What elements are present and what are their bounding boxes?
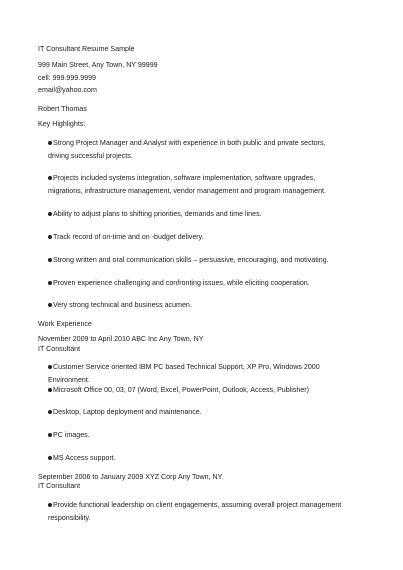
job-bullet: MS Access support.	[48, 452, 348, 465]
candidate-name: Robert Thomas	[38, 105, 87, 113]
bullet-icon	[48, 410, 52, 414]
job-bullet: Provide functional leadership on client engagements, assuming overall project management responsibility.	[48, 501, 342, 522]
highlight-item: Proven experience challenging and confronting issues, while eliciting cooperation.	[48, 277, 348, 290]
bullet-icon	[48, 258, 52, 262]
bullet-icon	[48, 303, 52, 307]
job-bullet: PC images.	[48, 429, 348, 442]
bullet-icon	[48, 176, 52, 180]
highlight-item: Strong written and oral communication skills – persuasive, encouraging, and motivating.	[48, 254, 348, 267]
highlight-item: Ability to adjust plans to shifting priorities, demands and time lines.	[48, 208, 348, 221]
document-title: IT Consultant Resume Sample	[38, 45, 135, 53]
bullet-icon	[48, 365, 52, 369]
job-period: September 2006 to January 2009 XYZ Corp Any Town, NY	[38, 473, 223, 481]
highlight-item: Strong Project Manager and Analyst with experience in both public and private sectors, driving successful projects.	[48, 139, 326, 160]
bullet-icon	[48, 388, 52, 392]
highlight-item: Very strong technical and business acumen.	[48, 299, 348, 312]
bullet-icon	[48, 212, 52, 216]
cell-line: cell: 999.999.9999	[38, 74, 96, 82]
job-bullet: Customer Service oriented IBM PC based Technical Support, XP Pro, Windows 2000 Environment.	[48, 363, 320, 384]
bullet-icon	[48, 503, 52, 507]
job-role: IT Consultant	[38, 482, 81, 490]
highlight-item: Track record of on-time and on -budget delivery.	[48, 231, 348, 244]
bullet-icon	[48, 433, 52, 437]
highlight-item: Projects included systems integration, software implementation, software upgrades, migrations, infrastructure management, vendor management and program management.	[48, 174, 326, 195]
highlights-heading: Key Highlights:	[38, 120, 86, 128]
job-role: IT Consultant	[38, 345, 81, 353]
bullet-icon	[48, 141, 52, 145]
job-bullet: Desktop, Laptop deployment and maintenance.	[48, 406, 348, 419]
work-heading: Work Experience	[38, 320, 92, 328]
bullet-icon	[48, 456, 52, 460]
bullet-icon	[48, 281, 52, 285]
email-line: email@yahoo.com	[38, 86, 97, 94]
bullet-icon	[48, 235, 52, 239]
job-bullet: Microsoft Office 00, 03, 07 (Word, Excel, PowerPoint, Outlook, Access, Publisher)	[48, 384, 348, 397]
address-line: 999 Main Street, Any Town, NY 99999	[38, 61, 158, 69]
job-period: November 2009 to April 2010 ABC Inc Any Town, NY	[38, 335, 204, 343]
